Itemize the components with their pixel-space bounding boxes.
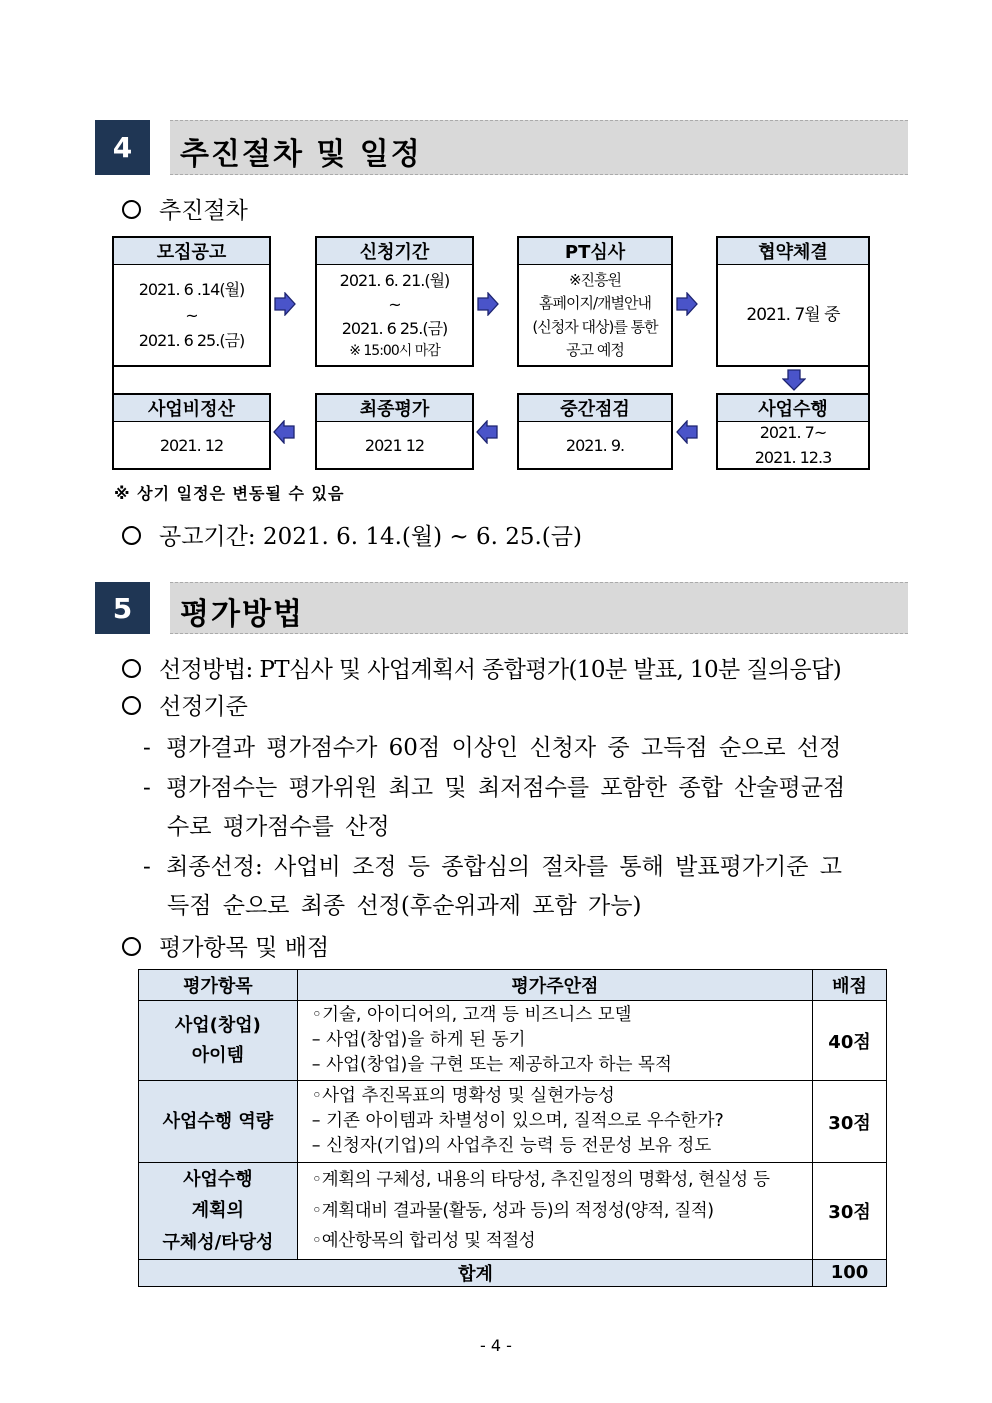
flow-connector-right	[868, 366, 870, 394]
arrow-right-icon	[477, 292, 499, 316]
flow-box-recruit-notice	[112, 236, 271, 367]
table-total-label: 합계	[139, 1259, 813, 1286]
criteria-text: 평가결과 평가점수가 60점 이상인 신청자 중 고득점 순으로 선정	[166, 735, 842, 761]
table-header-row	[139, 970, 887, 1001]
flow-box-line: ※진흥원	[568, 271, 622, 289]
arrow-left-icon	[273, 420, 295, 444]
flow-box-title: 최종평가	[317, 395, 472, 422]
criteria-text-continued: 득점 순으로 최종 선정(후순위과제 포함 가능)	[167, 893, 642, 919]
flow-box-line: ※ 15:00시 마감	[349, 343, 440, 359]
circle-bullet-icon	[122, 659, 141, 678]
schedule-note: ※ 상기 일정은 변동될 수 있음	[114, 484, 345, 503]
table-cell-category: 사업수행 역량	[139, 1081, 298, 1163]
criteria-item	[143, 848, 842, 881]
table-total-score: 100	[813, 1259, 887, 1286]
flow-box-application-period	[315, 236, 474, 367]
table-header-category: 평가항목	[139, 970, 298, 1001]
table-cell-points: ◦사업 추진목표의 명확성 및 실현가능성 – 기존 아이템과 차별성이 있으며, 질적으로 우수한가? – 신청자(기업)의 사업추진 능력 등 전문성 보유 정도	[297, 1081, 812, 1163]
dash-bullet: -	[143, 735, 151, 761]
section-4-number: 4	[95, 120, 150, 175]
flow-box-title: 사업비정산	[114, 395, 269, 422]
page-number: - 4 -	[480, 1336, 512, 1355]
announcement-period: 공고기간: 2021. 6. 14.(월) ~ 6. 25.(금)	[159, 524, 582, 550]
arrow-down-icon	[782, 369, 806, 391]
selection-criteria-heading-line	[122, 688, 248, 721]
selection-method-line	[122, 651, 841, 684]
circle-bullet-icon	[122, 526, 141, 545]
flow-box-title: 중간점검	[519, 395, 671, 422]
dash-bullet: -	[143, 775, 151, 801]
flow-box-project-execution	[716, 393, 870, 470]
flow-box-line: (신청자 대상)를 통한	[532, 317, 658, 336]
procedure-heading: 추진절차	[159, 198, 248, 224]
flow-box-line: 2021. 6 25.(금)	[341, 319, 448, 338]
flow-box-title: 사업수행	[718, 395, 868, 422]
table-row	[139, 1081, 887, 1163]
evaluation-table	[138, 969, 887, 1287]
evaluation-heading-line	[122, 929, 329, 962]
flow-box-line: ~	[388, 295, 401, 314]
table-cell-score: 40점	[813, 1001, 887, 1081]
evaluation-heading: 평가항목 및 배점	[159, 935, 330, 961]
section-4-title-bar	[170, 120, 908, 175]
flow-box-line: 2021. 6 25.(금)	[138, 331, 245, 351]
section-4-title: 추진절차 및 일정	[180, 137, 422, 172]
table-row	[139, 1001, 887, 1081]
flow-box-line: 2021. 9.	[565, 436, 625, 456]
table-header-score: 배점	[813, 970, 887, 1001]
arrow-left-icon	[476, 420, 498, 444]
table-row	[139, 1163, 887, 1260]
flow-box-line: 2021. 12.3	[754, 448, 832, 467]
criteria-text: 최종선정: 사업비 조정 등 종합심의 절차를 통해 발표평가기준 고	[166, 854, 842, 880]
flow-box-title: PT심사	[519, 238, 671, 265]
flow-box-title: 신청기간	[317, 238, 472, 265]
table-total-row	[139, 1259, 887, 1286]
flow-box-line: 공고 예정	[566, 340, 624, 359]
flow-box-settlement	[112, 393, 271, 470]
flow-box-line: 2021. 6. 21.(월)	[339, 271, 450, 290]
circle-bullet-icon	[122, 200, 141, 219]
dash-bullet: -	[143, 854, 151, 880]
flow-box-pt-review	[517, 236, 673, 367]
selection-method: 선정방법: PT심사 및 사업계획서 종합평가(10분 발표, 10분 질의응답)	[159, 657, 842, 683]
table-cell-score: 30점	[813, 1081, 887, 1163]
flow-connector-left	[112, 366, 114, 394]
section-5-number: 5	[95, 582, 150, 634]
table-cell-points: ◦계획의 구체성, 내용의 타당성, 추진일정의 명확성, 현실성 등 ◦계획대비 결과물(활동, 성과 등)의 적정성(양적, 질적) ◦예산항목의 합리성 및 적절성	[297, 1163, 812, 1260]
flow-box-agreement	[716, 236, 870, 367]
criteria-item	[143, 729, 841, 762]
flow-box-final-evaluation	[315, 393, 474, 470]
arrow-left-icon	[676, 420, 698, 444]
flow-box-line: 2021. 7월 중	[746, 304, 840, 325]
flow-box-title: 협약체결	[718, 238, 868, 265]
flow-box-line: ~	[185, 305, 198, 325]
flow-box-midterm-check	[517, 393, 673, 470]
table-cell-points: ◦기술, 아이디어의, 고객 등 비즈니스 모델 – 사업(창업)을 하게 된 동기 – 사업(창업)을 구현 또는 제공하고자 하는 목적	[297, 1001, 812, 1081]
table-cell-category: 사업(창업) 아이템	[139, 1001, 298, 1081]
circle-bullet-icon	[122, 937, 141, 956]
flow-box-line: 홈페이지/개별안내	[539, 294, 651, 313]
arrow-right-icon	[676, 292, 698, 316]
table-header-points: 평가주안점	[297, 970, 812, 1001]
flow-box-line: 2021. 6 .14(월)	[138, 280, 245, 300]
selection-criteria-heading: 선정기준	[159, 694, 248, 720]
flow-box-line: 2021. 7~	[759, 423, 827, 443]
flow-box-line: 2021. 12	[159, 436, 224, 456]
announcement-period-line	[122, 518, 582, 551]
criteria-text: 평가점수는 평가위원 최고 및 최저점수를 포함한 종합 산술평균점	[166, 775, 846, 801]
criteria-text-continued: 수로 평가점수를 산정	[167, 814, 390, 840]
procedure-heading-line	[122, 192, 248, 225]
table-cell-score: 30점	[813, 1163, 887, 1260]
section-5-title-bar	[170, 582, 908, 634]
flow-box-title: 모집공고	[114, 238, 269, 265]
table-cell-category: 사업수행 계획의 구체성/타당성	[139, 1163, 298, 1260]
criteria-item	[143, 769, 845, 802]
circle-bullet-icon	[122, 696, 141, 715]
section-5-title: 평가방법	[180, 597, 304, 632]
flow-box-line: 2021 12	[364, 436, 425, 456]
arrow-right-icon	[274, 292, 296, 316]
